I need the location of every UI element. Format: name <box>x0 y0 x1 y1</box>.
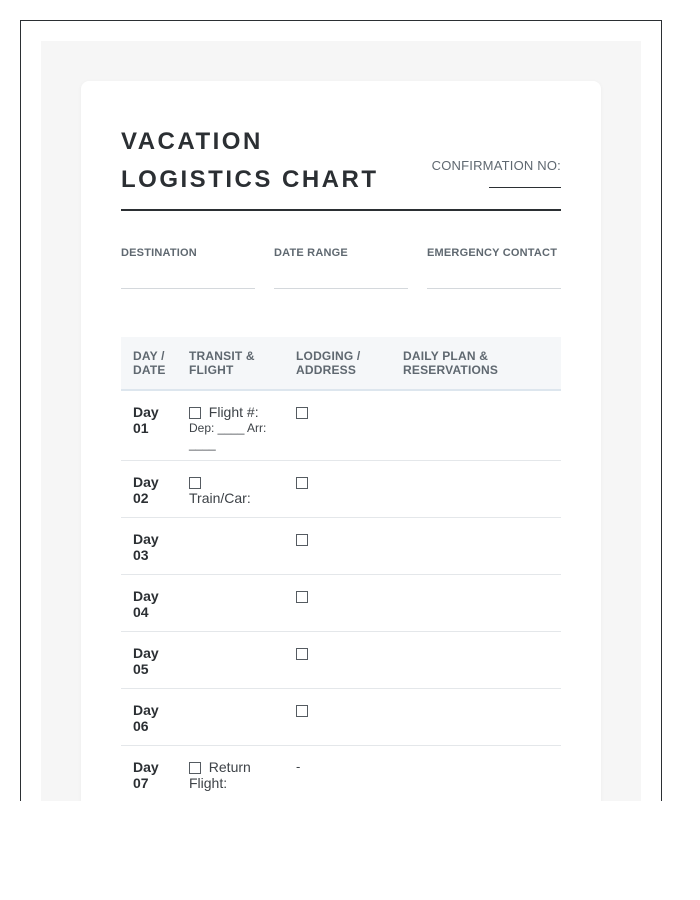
trip-info-fields <box>121 247 561 297</box>
lodging-cell <box>296 588 308 604</box>
return-flight-label: Return Flight: <box>189 759 251 791</box>
day-label: Day 01 <box>133 404 159 436</box>
lodging-cell <box>296 531 308 547</box>
header-lodging-address: LODGING / ADDRESS <box>296 349 361 377</box>
header-day-date: DAY / DATE <box>133 349 166 377</box>
lodging-cell <box>296 645 308 661</box>
table-row <box>121 391 561 461</box>
page-backdrop <box>41 41 641 801</box>
lodging-checkbox[interactable] <box>296 591 308 603</box>
confirmation-block <box>432 157 561 188</box>
day-label: Day 04 <box>133 588 159 620</box>
lodging-cell <box>296 702 308 718</box>
table-row <box>121 575 561 632</box>
table-row <box>121 518 561 575</box>
day-label: Day 06 <box>133 702 159 734</box>
destination-input-line[interactable] <box>121 287 255 289</box>
table-header <box>121 337 561 391</box>
destination-field <box>121 247 255 289</box>
day-label: Day 07 <box>133 759 159 791</box>
page-frame <box>20 20 662 801</box>
dep-arr-label: Dep: ____ Arr: ____ <box>189 421 267 451</box>
table-row <box>121 746 561 801</box>
title-line-2: LOGISTICS CHART <box>121 166 379 193</box>
emergency-contact-input-line[interactable] <box>427 287 561 289</box>
confirmation-label: CONFIRMATION NO: <box>431 158 561 173</box>
table-row <box>121 689 561 746</box>
date-range-field <box>274 247 408 289</box>
flight-label: Flight #: <box>208 404 259 420</box>
lodging-checkbox[interactable] <box>296 648 308 660</box>
transit-cell <box>189 759 281 791</box>
day-label: Day 03 <box>133 531 159 563</box>
document-header <box>121 121 561 211</box>
date-range-input-line[interactable] <box>274 287 408 289</box>
date-range-label: DATE RANGE <box>274 247 348 259</box>
day-label: Day 05 <box>133 645 159 677</box>
document-title <box>121 123 401 199</box>
lodging-checkbox[interactable] <box>296 705 308 717</box>
emergency-contact-label: EMERGENCY CONTACT <box>427 247 558 259</box>
lodging-cell <box>296 474 308 490</box>
lodging-checkbox[interactable] <box>296 534 308 546</box>
confirmation-field[interactable] <box>489 187 561 188</box>
flight-checkbox[interactable] <box>189 407 201 419</box>
transit-cell <box>189 404 281 452</box>
lodging-checkbox[interactable] <box>296 477 308 489</box>
lodging-checkbox[interactable] <box>296 407 308 419</box>
lodging-cell: - <box>296 759 301 774</box>
day-label: Day 02 <box>133 474 159 506</box>
header-transit-flight: TRANSIT & FLIGHT <box>189 349 255 377</box>
emergency-contact-field <box>427 247 561 289</box>
document-content <box>121 121 561 801</box>
transit-cell <box>189 474 281 506</box>
table-row <box>121 461 561 518</box>
document-card <box>81 81 601 801</box>
train-car-label: Train/Car: <box>189 490 251 506</box>
header-daily-plan: DAILY PLAN & RESERVATIONS <box>403 349 499 377</box>
lodging-cell <box>296 404 308 420</box>
train-car-checkbox[interactable] <box>189 477 201 489</box>
table-row <box>121 632 561 689</box>
return-flight-checkbox[interactable] <box>189 762 201 774</box>
destination-label: DESTINATION <box>121 247 197 259</box>
title-line-1: VACATION <box>121 128 263 155</box>
logistics-table <box>121 337 561 801</box>
